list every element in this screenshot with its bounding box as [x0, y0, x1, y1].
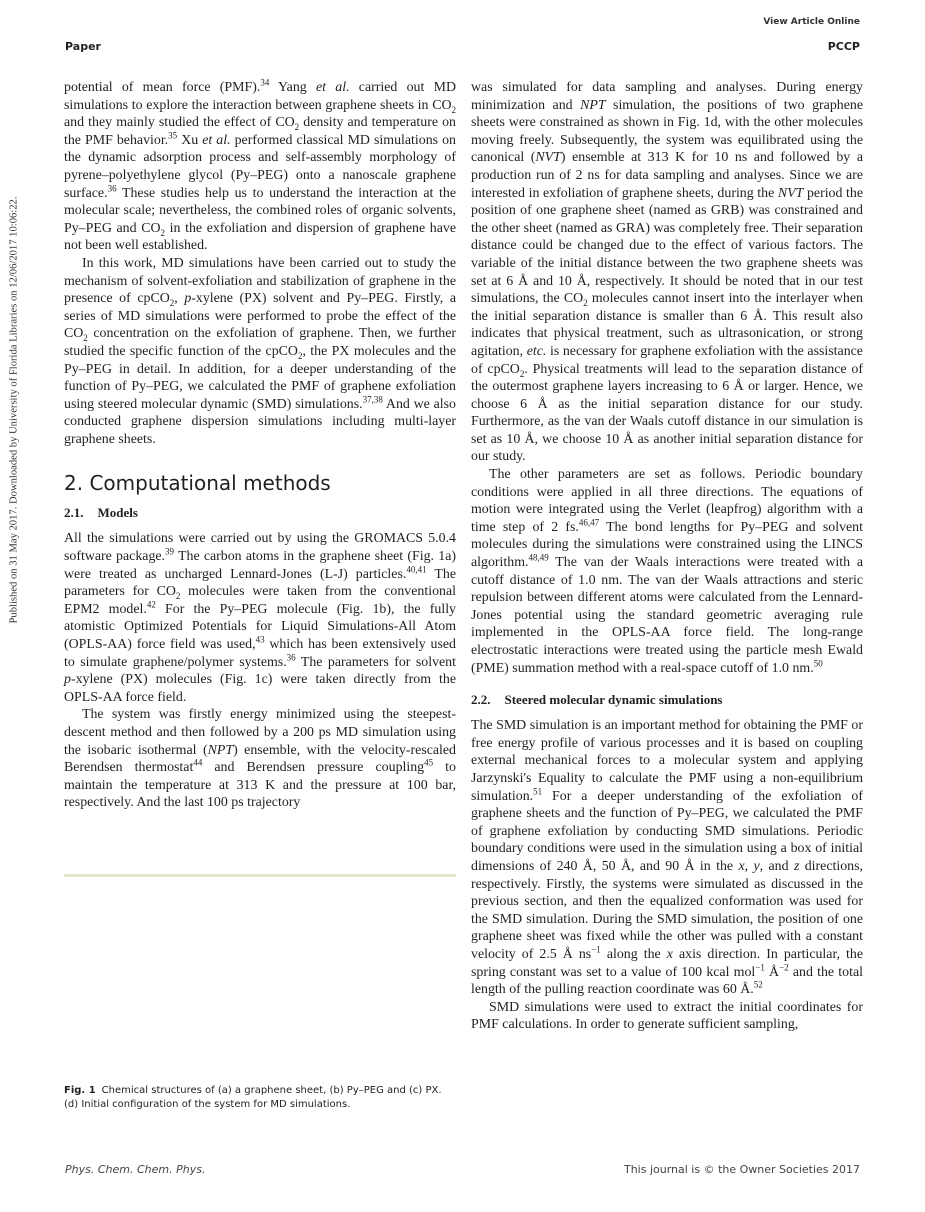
subsection-number: 2.1. — [64, 505, 84, 521]
paragraph: The SMD simulation is an important method for obtaining the PMF or free energy profile of various processes and it is based on coupling external mechanical forces to a molecular system and applying Jarzynski's Equality to calculate the PMF using a non-equilibrium simulation.$^{51}$ For a deeper understanding of the exfoliation of graphene sheets and the function of Py–PEG, we calculated the PMF of graphene exfoliation by conducting SMD simulations. Periodic boundary conditions were used in the simulation using a box of initial dimensions of 240 Å, 50 Å, and 90 Å in the x, y, and z directions, respectively. Firstly, the systems were simulated as discussed in the previous section, and then the equalized conformation was used for the SMD simulation. During the SMD simulation, the position of one graphene sheet was fixed while the other was pulled with a constant velocity of 2.5 Å $ns^{-1}$ along the x axis direction. In particular, the spring constant was set to a value of 100 kcal mol$^{-1}$ $Å^{-2}$ and the total length of the pulling reaction coordinate was 60 Å.$^{52}$ — [471, 718, 864, 998]
subsection-number: 2.2. — [471, 692, 491, 708]
download-notice — [6, 180, 22, 640]
left-column — [64, 79, 456, 812]
paragraph: was simulated for data sampling and analyses. During energy minimization and NPT simulation, the positions of two graphene sheets were constrained as shown in Fig. 1d, with the other molecules moving freely. Subsequently, the system was equilibrated using the canonical (NVT) ensemble at 313 K for 10 ns and followed by a production run of 2 ns for data sampling and analyses. Since we are interested in exfoliation of graphene sheets, during the NVT period the position of one graphene sheet (named as GRB) was constrained and the other sheet (named as GRA) was completely free. Their separation distance could be changed due to the effect of various factors. The variable of the initial distance between the two graphene sheets was set at 6 Å and 10 Å, respectively. It should be noted that in our test simulations, the $CO_2$ molecules cannot insert into the interlayer when the initial separation distance is smaller than 6 Å. This result also indicates that physical treatment, such as ultrasonication, or strong agitation, etc. is necessary for graphene exfoliation with the assistance of cpCO$_2$. Physical treatments will lead to the separation distance of the outermost graphene layers increasing to 6 Å or larger. Hence, we choose 6 Å as the initial separation distance for our study. Furthermore, as the van der Waals cutoff distance in our simulation is set as 10 Å, we choose 10 Å as another initial separation distance for our study. — [471, 80, 864, 465]
paragraph: In this work, MD simulations have been carried out to study the mechanism of solvent-exfoliation and stabilization of graphene in the presence of cpCO$_2$, p-xylene (PX) solvent and Py–PEG. Firstly, a series of MD simulations were performed to probe the effect of the $CO_2$ concentration on the exfoliation of graphene. Then, we further studied the specific function of the cpCO$_2$, the PX molecules and the Py–PEG in detail. In addition, for a deeper understanding of the function of Py–PEG, we calculated the PMF of graphene exfoliation using steered molecular dynamic (SMD) simulations.$^{37,38}$ And we also conducted graphene dispersion simulations including multi-layer graphene sheets. — [64, 255, 456, 447]
download-notice-text: Published on 31 May 2017. Downloaded by University of Florida Libraries on 12/06/2017 10:06:22. — [8, 196, 20, 624]
footer-journal-name: Phys. Chem. Chem. Phys. — [65, 1163, 206, 1176]
paragraph: All the simulations were carried out by using the GROMACS 5.0.4 software package.$^{39}$ The carbon atoms in the graphene sheet (Fig. 1a) were treated as uncharged Lennard-Jones (L-J) particles.$^{40,41}$ The parameters for $CO_2$ molecules were taken from the conventional EPM2 model.$^{42}$ For the Py–PEG molecule (Fig. 1b), the fully atomistic Optimized Potentials for Liquid Simulations-All Atom (OPLS-AA) force field was used,$^{43}$ which has been extensively used to simulate graphene/polymer systems.$^{36}$ The parameters for solvent p-xylene (PX) molecules (Fig. 1c) were taken directly from the OPLS-AA force field. — [64, 531, 456, 705]
figure-caption — [64, 1084, 456, 1112]
footer-copyright: This journal is © the Owner Societies 2017 — [623, 1163, 860, 1176]
header-journal: PCCP — [827, 40, 860, 53]
right-column — [471, 79, 863, 1034]
paragraph: potential of mean force (PMF).$^{34}$ Yang et al. carried out MD simulations to explore the interaction between graphene sheets in $CO_2$ and they mainly studied the effect of $CO_2$ density and temperature on the PMF behavior.$^{35}$ Xu et al. performed classical MD simulations on the dynamic adsorption process and self-assembly morphology of pyrene–polyethylene glycol (Py–PEG) onto a nanoscale graphene surface.$^{36}$ These studies help us to understand the interaction at the molecular scale; nevertheless, the combined roles of organic solvents, Py–PEG and $CO_2$ in the exfoliation and dispersion of graphene have not been well established. — [64, 77, 456, 254]
subsection-heading — [64, 504, 456, 522]
figure-divider — [64, 874, 456, 877]
subsection-title: Steered molecular dynamic simulations — [504, 692, 723, 708]
subsection-title: Models — [97, 505, 138, 521]
figure-label: Fig. 1 — [64, 1085, 96, 1096]
section-heading: 2. Computational methods — [64, 471, 331, 496]
header-article-type: Paper — [65, 40, 101, 53]
view-article-online-link[interactable]: View Article Online — [763, 17, 860, 27]
paragraph: The other parameters are set as follows. Periodic boundary conditions were applied in all three directions. The equations of motion were integrated using the Verlet (leapfrog) algorithm with a time step of 2 fs.$^{46,47}$ The bond lengths for Py–PEG and solvent molecules during the simulations were constrained using the LINCS algorithm.$^{48,49}$ The van der Waals interactions were treated with a cutoff distance of 1.0 nm. The van der Waals attractions and steric repulsion between different atoms were calculated from the Lennard-Jones potential using the standard geometric averaging rule implemented in the OPLS-AA force field. The long-range electrostatic interactions were treated using the particle mesh Ewald (PME) summation method with a real-space cutoff of 1.0 nm.$^{50}$ — [471, 467, 863, 676]
subsection-heading — [471, 691, 863, 709]
figure-caption-text: Chemical structures of (a) a graphene sheet, (b) Py–PEG and (c) PX. (d) Initial configuration of the system for MD simulations. — [64, 1085, 442, 1110]
paragraph: SMD simulations were used to extract the initial coordinates for PMF calculations. In order to generate sufficient sampling, — [471, 999, 863, 1033]
paragraph: The system was firstly energy minimized using the steepest-descent method and then followed by a 200 ps MD simulation using the isobaric isothermal (NPT) ensemble, with the velocity-rescaled Berendsen thermostat$^{44}$ and Berendsen pressure coupling$^{45}$ to maintain the temperature at 313 K and the pressure at 100 bar, respectively. And the last 100 ps trajectory — [64, 707, 457, 811]
